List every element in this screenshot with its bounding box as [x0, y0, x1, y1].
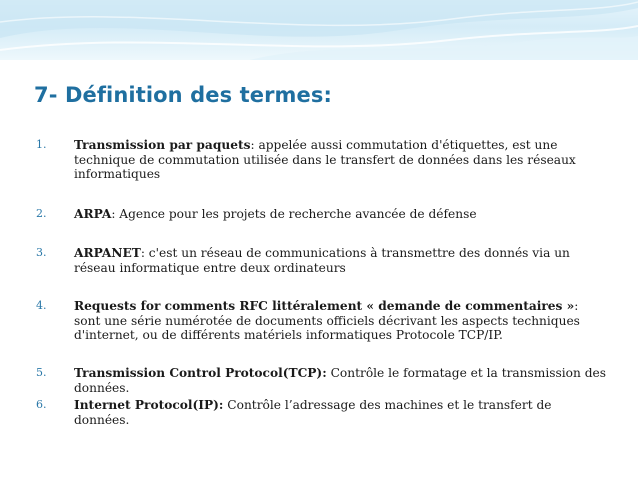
item-term: ARPA — [74, 207, 112, 221]
item-text — [74, 246, 606, 275]
item-text — [74, 299, 606, 343]
item-definition: : appelée aussi commutation d'étiquettes, est une technique de commutation utilisée dans le transfert de données dans les réseaux informatiques — [74, 138, 576, 182]
item-term: Requests for comments RFC littéralement « demande de commentaires » — [74, 299, 575, 313]
item-term: Transmission par paquets — [74, 138, 251, 152]
item-number: 3. — [36, 246, 47, 259]
list-item — [36, 299, 606, 343]
item-definition: Contrôle le formatage et la transmission des données. — [74, 366, 606, 395]
item-number: 1. — [36, 138, 47, 151]
list-item — [36, 138, 606, 182]
list-item — [36, 366, 606, 395]
item-number: 5. — [36, 366, 47, 379]
item-text — [74, 366, 606, 395]
item-definition: : Agence pour les projets de recherche avancée de défense — [111, 207, 477, 221]
item-number: 4. — [36, 299, 47, 312]
item-text — [74, 207, 606, 222]
item-text — [74, 138, 606, 182]
item-term: ARPANET — [74, 246, 141, 260]
wave-decoration — [0, 0, 638, 60]
slide-title: 7- Définition des termes: — [34, 83, 332, 107]
list-item — [36, 207, 606, 222]
item-definition: : sont une série numérotée de documents officiels décrivant les aspects techniques d'internet, ou de différents matériels informatiques Protocole TCP/IP. — [74, 299, 580, 343]
list-item — [36, 246, 606, 275]
item-number: 2. — [36, 207, 47, 220]
item-term: Transmission Control Protocol(TCP): — [74, 366, 327, 380]
item-definition: : c'est un réseau de communications à transmettre des donnés via un réseau informatique entre deux ordinateurs — [74, 246, 570, 275]
item-definition: Contrôle l’adressage des machines et le transfert de données. — [74, 398, 552, 427]
item-term: Internet Protocol(IP): — [74, 398, 224, 412]
list-item — [36, 398, 606, 427]
item-number: 6. — [36, 398, 47, 411]
header-banner — [0, 0, 638, 60]
item-text — [74, 398, 606, 427]
